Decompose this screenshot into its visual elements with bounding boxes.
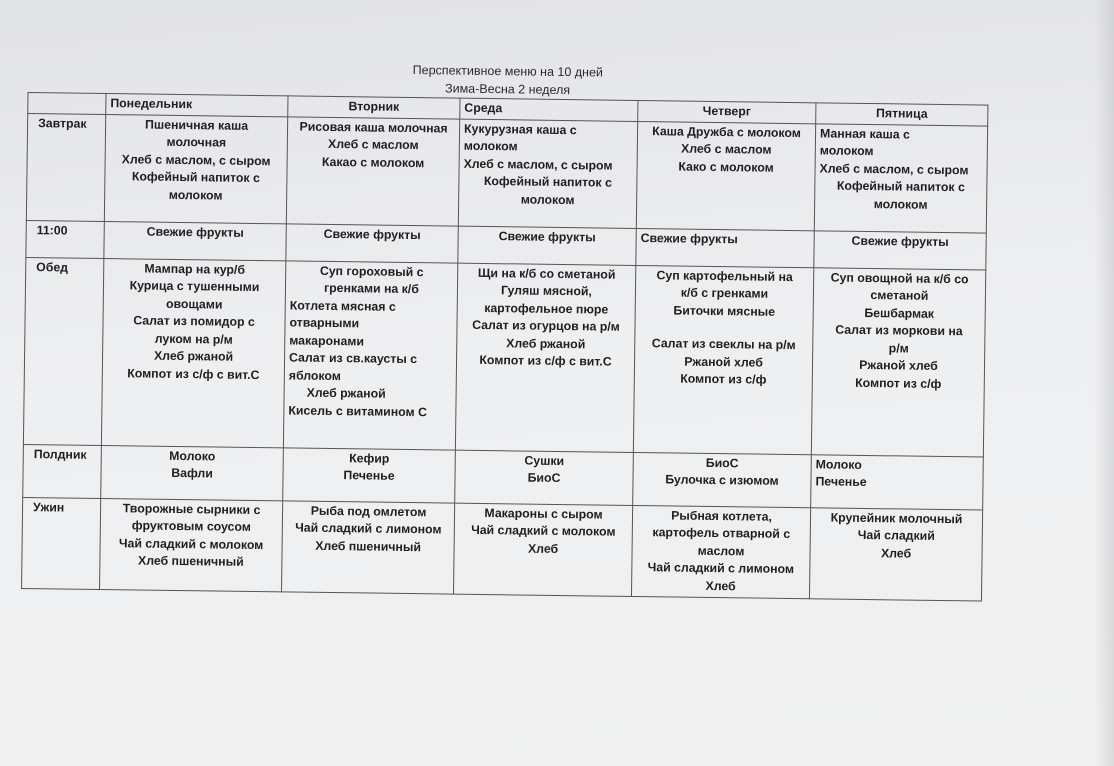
menu-line: Рыбная котлета, [671, 507, 773, 524]
menu-line: гренками на к/б [323, 280, 419, 297]
menu-line: Молоко [169, 448, 216, 463]
row-label-dinner: Ужин [22, 497, 101, 589]
cell-lunch-thu [633, 265, 813, 454]
header-day-wednesday: Среда [460, 98, 638, 121]
menu-line: Булочка с изюмом [665, 472, 779, 488]
menu-line: Творожные сырники с [122, 500, 261, 517]
menu-line: Хлеб с маслом [328, 136, 419, 153]
menu-line: Чай сладкий с лимоном [295, 520, 442, 537]
menu-line: Чай сладкий с молоком [471, 522, 616, 539]
menu-line: Хлеб ржаной [506, 335, 586, 351]
menu-line: молочная [166, 134, 227, 150]
cell-lunch-wed [455, 263, 635, 452]
menu-line: Молоко [815, 456, 862, 472]
header-day-friday: Пятница [816, 103, 988, 126]
menu-line: р/м [888, 340, 909, 356]
menu-line: Хлеб с маслом, с сыром [819, 160, 969, 177]
menu-line: Курица с тушенными [129, 278, 260, 295]
menu-line: молоком [463, 138, 518, 154]
menu-line: Рисовая каша молочная [299, 119, 448, 135]
menu-line: отварными [289, 315, 360, 331]
menu-line: Биточки мясные [673, 302, 776, 319]
menu-line: Хлеб пшеничный [137, 553, 244, 569]
menu-line: Салат из свеклы на р/м [651, 336, 796, 353]
menu-line: Крупейник молочный [830, 510, 963, 526]
cell-dinner-wed [453, 503, 632, 596]
menu-line: Компот из с/ф с вит.С [479, 352, 612, 369]
menu-line: Салат из огурцов на р/м [472, 317, 620, 334]
row-lunch [23, 257, 985, 457]
menu-line: Печенье [343, 468, 395, 483]
menu-line: молоком [168, 187, 223, 203]
menu-line: яблоком [288, 367, 342, 383]
cell-dinner-tue [282, 500, 455, 593]
menu-line: БиоС [705, 455, 739, 470]
cell-poldnik-thu [633, 452, 812, 507]
menu-line: овощами [165, 296, 223, 312]
cell-poldnik-wed [455, 450, 634, 505]
menu-line: Чай сладкий с лимоном [647, 560, 795, 577]
menu-line: Кофейный напиток с [836, 178, 965, 195]
title-line-1: Перспективное меню на 10 дней [412, 63, 604, 80]
cell-dinner-mon [100, 498, 283, 591]
menu-line: Рыба под омлетом [310, 503, 427, 519]
menu-line: Ржаной хлеб [859, 357, 938, 373]
row-label-poldnik: Полдник [23, 444, 102, 498]
menu-line: Хлеб пшеничный [315, 538, 422, 554]
menu-line: картофельное пюре [484, 300, 609, 317]
menu-line: Хлеб с маслом [680, 141, 772, 157]
cell-dinner-thu [631, 505, 810, 598]
cell-poldnik-tue [283, 447, 456, 502]
menu-line: Вафли [171, 465, 213, 481]
menu-line: Чай сладкий [857, 527, 935, 543]
menu-line: Щи на к/б со сметаной [477, 265, 616, 282]
menu-line: Суп гороховый с [319, 263, 424, 279]
menu-line: Суп картофельный на [656, 267, 793, 284]
menu-line: Мампар на кур/б [144, 261, 246, 277]
menu-line: луком на р/м [154, 331, 233, 347]
menu-line: Котлета мясная с [289, 297, 396, 314]
cell-breakfast-tue [286, 116, 459, 225]
menu-line: Кофейный напиток с [131, 169, 260, 186]
row-label-snack: 11:00 [26, 220, 104, 258]
header-day-monday: Понедельник [106, 94, 288, 117]
row-label-breakfast: Завтрак [26, 113, 105, 221]
cell-snack-mon: Свежие фрукты [104, 221, 286, 260]
menu-line: фруктовым соусом [131, 518, 251, 534]
menu-line: молоком [819, 143, 874, 159]
cell-dinner-fri [809, 507, 982, 600]
cell-breakfast-thu [636, 121, 815, 230]
cell-snack-fri: Свежие фрукты [814, 230, 986, 269]
cell-lunch-fri [811, 267, 985, 456]
menu-line: Макароны с сыром [484, 505, 603, 522]
menu-table [21, 92, 988, 601]
menu-line: Какао с молоком [321, 154, 425, 170]
cell-breakfast-mon [104, 114, 287, 223]
menu-line: картофель отварной с [652, 525, 791, 542]
menu-line: БиоС [527, 470, 561, 486]
cell-lunch-mon [101, 258, 285, 447]
menu-line: Компот из с/ф [680, 371, 767, 387]
menu-line: Хлеб [880, 545, 912, 561]
cell-snack-tue: Свежие фрукты [286, 223, 458, 262]
cell-breakfast-fri [814, 123, 987, 232]
menu-document [21, 56, 988, 601]
menu-line: Како с молоком [678, 159, 774, 175]
header-corner [28, 93, 106, 115]
menu-line: Кисель с витамином С [288, 402, 428, 419]
menu-line: Печенье [815, 474, 867, 490]
menu-line: Каша Дружба с молоком [652, 123, 801, 140]
row-dinner [22, 497, 983, 601]
paper-shadow [1094, 0, 1114, 766]
menu-line: Салат из моркови на [835, 322, 963, 339]
menu-line: Компот из с/ф с вит.С [127, 365, 260, 382]
menu-line: Хлеб с маслом, с сыром [121, 151, 271, 168]
row-breakfast [26, 113, 987, 233]
menu-line: Хлеб ржаной [306, 385, 386, 401]
menu-line: Хлеб с маслом, с сыром [463, 156, 613, 173]
menu-line: Компот из с/ф [855, 375, 942, 391]
menu-line: Бешбармак [864, 305, 935, 321]
menu-line: Хлеб [705, 578, 736, 593]
menu-line: сметаной [870, 288, 929, 303]
row-label-lunch: Обед [23, 257, 103, 445]
menu-line: Манная каша с [819, 125, 911, 142]
header-day-tuesday: Вторник [288, 96, 460, 119]
menu-line: Чай сладкий с молоком [118, 535, 264, 552]
menu-line: Кофейный напиток с [483, 173, 612, 190]
menu-line: к/б с гренками [680, 285, 769, 301]
menu-line: Кукурузная каша с [464, 121, 577, 137]
cell-snack-thu: Свежие фрукты [636, 228, 814, 267]
menu-line: Гуляш мясной, [500, 283, 592, 299]
menu-line: Хлеб [527, 541, 559, 556]
menu-line: Хлеб ржаной [153, 348, 234, 364]
menu-line: молоком [520, 191, 575, 207]
menu-line: Салат из св.каусты с [288, 350, 418, 367]
cell-lunch-tue [283, 260, 457, 449]
menu-line: Салат из помидор с [133, 313, 255, 329]
title-line-2: Зима-Весна 2 неделя [445, 81, 571, 98]
menu-line: Суп овощной на к/б со [830, 270, 969, 286]
cell-snack-wed: Свежие фрукты [458, 226, 636, 265]
menu-line: маслом [697, 543, 745, 558]
cell-breakfast-wed [458, 119, 637, 228]
menu-line: Пшеничная каша [145, 117, 249, 133]
menu-line: Ржаной хлеб [684, 354, 763, 370]
menu-line: Сушки [524, 453, 565, 468]
cell-poldnik-fri [811, 454, 984, 509]
cell-poldnik-mon [101, 445, 284, 500]
menu-line: молоком [873, 196, 928, 212]
menu-line: макаронами [289, 332, 365, 348]
menu-line: Кефир [349, 450, 390, 466]
header-day-thursday: Четверг [638, 100, 816, 123]
